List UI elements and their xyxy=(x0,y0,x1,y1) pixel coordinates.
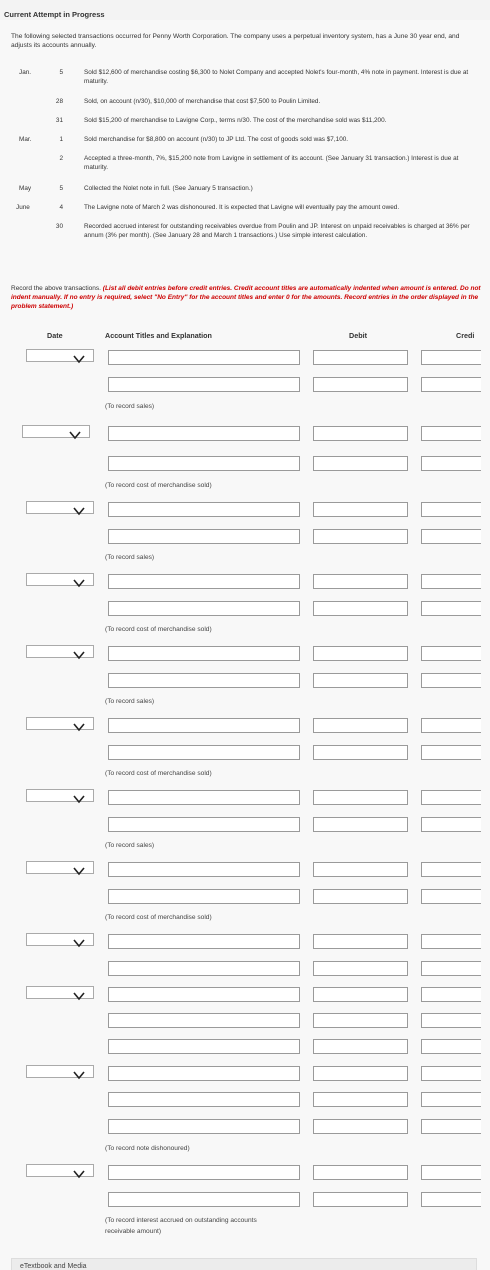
chevron-down-icon xyxy=(73,935,85,945)
entry-note: (To record cost of merchandise sold) xyxy=(105,914,212,921)
attempt-status: Current Attempt in Progress xyxy=(4,10,105,19)
credit-input[interactable] xyxy=(421,718,481,733)
account-title-input[interactable] xyxy=(108,574,300,589)
debit-input[interactable] xyxy=(313,718,408,733)
credit-input[interactable] xyxy=(421,1066,481,1081)
chevron-down-icon xyxy=(73,1166,85,1176)
entry-note: (To record interest accrued on outstanding accounts xyxy=(105,1217,257,1224)
debit-input[interactable] xyxy=(313,377,408,392)
account-title-input[interactable] xyxy=(108,377,300,392)
transaction-row: 30 Recorded accrued interest for outstanding receivables overdue from Poulin and JP. Interest on unpaid receivables is charged at 36% per annum (3% per month). (See January 28 and March 1 transactions.) Use simple interest calculation. xyxy=(55,223,470,239)
transaction-row: May 5 Collected the Nolet note in full. (See January 5 transaction.) xyxy=(19,185,253,192)
credit-input[interactable] xyxy=(421,889,481,904)
account-title-input[interactable] xyxy=(108,790,300,805)
credit-input[interactable] xyxy=(421,987,481,1002)
etextbook-media-link[interactable]: eTextbook and Media xyxy=(11,1258,477,1270)
instructions: Record the above transactions. (List all debit entries before credit entries. Credit account titles are automatically indented when amount is entered. Do not indent manually. If no entry is required, select "No Entry" for the account titles and enter 0 for the amounts. Record entries in the order displayed in the problem statement.) xyxy=(11,285,481,310)
debit-input[interactable] xyxy=(313,456,408,471)
debit-input[interactable] xyxy=(313,1039,408,1054)
debit-input[interactable] xyxy=(313,889,408,904)
debit-input[interactable] xyxy=(313,817,408,832)
date-select[interactable] xyxy=(26,789,94,802)
credit-input[interactable] xyxy=(421,426,481,441)
account-title-input[interactable] xyxy=(108,961,300,976)
debit-input[interactable] xyxy=(313,601,408,616)
account-title-input[interactable] xyxy=(108,646,300,661)
debit-input[interactable] xyxy=(313,790,408,805)
credit-input[interactable] xyxy=(421,601,481,616)
credit-input[interactable] xyxy=(421,1165,481,1180)
debit-input[interactable] xyxy=(313,862,408,877)
debit-input[interactable] xyxy=(313,987,408,1002)
debit-input[interactable] xyxy=(313,350,408,365)
date-select[interactable] xyxy=(26,645,94,658)
chevron-down-icon xyxy=(73,719,85,729)
credit-input[interactable] xyxy=(421,1092,481,1107)
debit-input[interactable] xyxy=(313,1066,408,1081)
credit-input[interactable] xyxy=(421,456,481,471)
chevron-down-icon xyxy=(73,647,85,657)
credit-input[interactable] xyxy=(421,1013,481,1028)
credit-input[interactable] xyxy=(421,350,481,365)
debit-input[interactable] xyxy=(313,1165,408,1180)
account-title-input[interactable] xyxy=(108,862,300,877)
credit-input[interactable] xyxy=(421,817,481,832)
chevron-down-icon xyxy=(73,988,85,998)
debit-input[interactable] xyxy=(313,1092,408,1107)
credit-input[interactable] xyxy=(421,502,481,517)
account-title-input[interactable] xyxy=(108,1165,300,1180)
account-title-input[interactable] xyxy=(108,350,300,365)
credit-input[interactable] xyxy=(421,790,481,805)
entry-note: (To record cost of merchandise sold) xyxy=(105,770,212,777)
debit-input[interactable] xyxy=(313,574,408,589)
credit-input[interactable] xyxy=(421,1119,481,1134)
account-title-input[interactable] xyxy=(108,601,300,616)
credit-input[interactable] xyxy=(421,934,481,949)
credit-input[interactable] xyxy=(421,1192,481,1207)
entry-note: (To record sales) xyxy=(105,403,155,410)
account-title-input[interactable] xyxy=(108,673,300,688)
account-title-input[interactable] xyxy=(108,987,300,1002)
credit-input[interactable] xyxy=(421,377,481,392)
debit-input[interactable] xyxy=(313,961,408,976)
date-select[interactable] xyxy=(26,349,94,362)
entry-note: (To record sales) xyxy=(105,698,155,705)
credit-input[interactable] xyxy=(421,1039,481,1054)
chevron-down-icon xyxy=(73,503,85,513)
account-title-input[interactable] xyxy=(108,1013,300,1028)
entry-note: (To record note dishonoured) xyxy=(105,1145,190,1152)
credit-input[interactable] xyxy=(421,646,481,661)
account-title-input[interactable] xyxy=(108,1092,300,1107)
credit-input[interactable] xyxy=(421,673,481,688)
debit-input[interactable] xyxy=(313,745,408,760)
transaction-row: 31 Sold $15,200 of merchandise to Lavigne Corp., terms n/30. The cost of the merchandise sold was $11,200. xyxy=(55,117,387,124)
chevron-down-icon xyxy=(69,427,81,437)
transaction-row: Jan. 5 Sold $12,600 of merchandise costing $6,300 to Nolet Company and accepted Nolet's four-month, 4% note in payment. Interest is due at maturity. xyxy=(19,69,469,85)
date-select[interactable] xyxy=(26,573,94,586)
credit-input[interactable] xyxy=(421,529,481,544)
credit-input[interactable] xyxy=(421,745,481,760)
entry-note: (To record sales) xyxy=(105,554,155,561)
credit-input[interactable] xyxy=(421,862,481,877)
date-select[interactable] xyxy=(26,1065,94,1078)
entry-note: (To record cost of merchandise sold) xyxy=(105,482,212,489)
date-select[interactable] xyxy=(26,1164,94,1177)
chevron-down-icon xyxy=(73,863,85,873)
transaction-row: 28 Sold, on account (n/30), $10,000 of merchandise that cost $7,500 to Poulin Limited. xyxy=(55,98,321,105)
debit-input[interactable] xyxy=(313,1192,408,1207)
debit-input[interactable] xyxy=(313,426,408,441)
account-title-input[interactable] xyxy=(108,718,300,733)
column-header-account: Account Titles and Explanation xyxy=(105,331,212,340)
column-header-credit: Credi xyxy=(456,331,475,340)
account-title-input[interactable] xyxy=(108,934,300,949)
entry-note: receivable amount) xyxy=(105,1228,162,1235)
chevron-down-icon xyxy=(73,575,85,585)
account-title-input[interactable] xyxy=(108,529,300,544)
account-title-input[interactable] xyxy=(108,1066,300,1081)
account-title-input[interactable] xyxy=(108,1192,300,1207)
credit-input[interactable] xyxy=(421,574,481,589)
debit-input[interactable] xyxy=(313,673,408,688)
transaction-row: June 4 The Lavigne note of March 2 was dishonoured. It is expected that Lavigne will eventually pay the amount owed. xyxy=(16,204,400,211)
chevron-down-icon xyxy=(73,351,85,361)
column-header-debit: Debit xyxy=(349,331,367,340)
account-title-input[interactable] xyxy=(108,456,300,471)
debit-input[interactable] xyxy=(313,502,408,517)
debit-input[interactable] xyxy=(313,1119,408,1134)
account-title-input[interactable] xyxy=(108,502,300,517)
account-title-input[interactable] xyxy=(108,1119,300,1134)
account-title-input[interactable] xyxy=(108,889,300,904)
date-select[interactable] xyxy=(26,861,94,874)
account-title-input[interactable] xyxy=(108,745,300,760)
date-select[interactable] xyxy=(26,717,94,730)
debit-input[interactable] xyxy=(313,934,408,949)
debit-input[interactable] xyxy=(313,529,408,544)
debit-input[interactable] xyxy=(313,1013,408,1028)
debit-input[interactable] xyxy=(313,646,408,661)
transaction-row: 2 Accepted a three-month, 7%, $15,200 note from Lavigne in settlement of its account. (See January 31 transaction.) Interest is due at maturity. xyxy=(59,155,459,171)
date-select[interactable] xyxy=(22,425,90,438)
date-select[interactable] xyxy=(26,986,94,999)
problem-intro: The following selected transactions occurred for Penny Worth Corporation. The company uses a perpetual inventory system, has a June 30 year end, and adjusts its accounts annually. xyxy=(11,33,460,49)
entry-note: (To record cost of merchandise sold) xyxy=(105,626,212,633)
transaction-row: Mar. 1 Sold merchandise for $8,800 on account (n/30) to JP Ltd. The cost of goods sold was $7,100. xyxy=(19,136,349,143)
date-select[interactable] xyxy=(26,501,94,514)
account-title-input[interactable] xyxy=(108,1039,300,1054)
account-title-input[interactable] xyxy=(108,426,300,441)
entry-note: (To record sales) xyxy=(105,842,155,849)
credit-input[interactable] xyxy=(421,961,481,976)
chevron-down-icon xyxy=(73,791,85,801)
account-title-input[interactable] xyxy=(108,817,300,832)
date-select[interactable] xyxy=(26,933,94,946)
column-header-date: Date xyxy=(47,331,63,340)
chevron-down-icon xyxy=(73,1067,85,1077)
